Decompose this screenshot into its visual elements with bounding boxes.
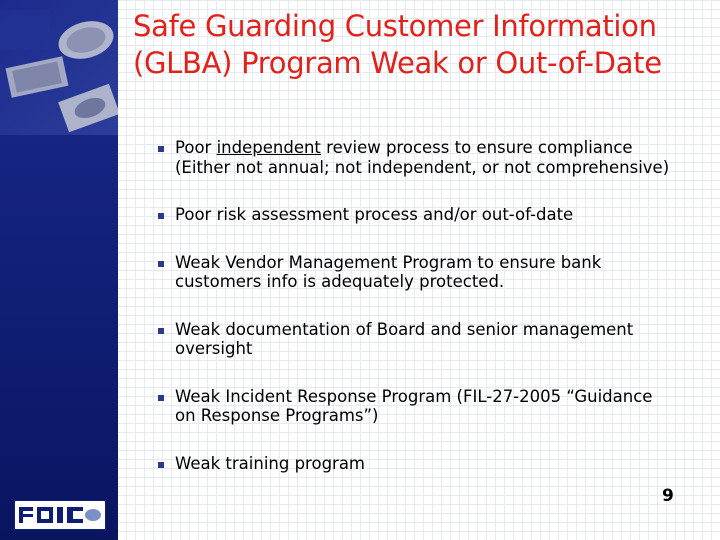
bullet-square-icon (158, 462, 164, 468)
bullet-square-icon (158, 395, 164, 401)
bullet-item: Poor independent review process to ensure compliance (Either not annual; not independent, or not comprehensive) (150, 138, 710, 177)
fdic-logo (14, 500, 106, 530)
page-number: 9 (662, 486, 674, 506)
bullet-item: Weak Vendor Management Program to ensure bank customers info is adequately protected. (150, 253, 710, 292)
bullet-list (150, 136, 710, 473)
bullet-line-2: (Either not annual; not independent, or not comprehensive) (175, 157, 670, 177)
bullet-line-2: oversight (175, 339, 253, 358)
bullet-square-icon (158, 213, 164, 219)
bullet-item: Weak Incident Response Program (FIL-27-2005 “Guidance on Response Programs”) (150, 387, 710, 426)
bullet-item: Weak training program (150, 454, 710, 474)
money-collage-image (0, 0, 118, 135)
underlined-word: independent (216, 138, 321, 157)
header-photo-collage (0, 0, 118, 135)
bullet-line-2: on Response Programs”) (175, 406, 379, 425)
bullet-item: Poor risk assessment process and/or out-of-date (150, 205, 710, 225)
bullet-square-icon (158, 328, 164, 334)
fdic-logo-icon (15, 501, 105, 529)
bullet-line-2: customers info is adequately protected. (175, 272, 505, 291)
bullet-square-icon (158, 146, 164, 152)
title-line-1: Safe Guarding Customer Information (133, 9, 657, 43)
slide-title (133, 8, 703, 82)
title-line-2: (GLBA) Program Weak or Out-of-Date (133, 46, 662, 80)
left-sidebar (0, 0, 118, 540)
bullet-item: Weak documentation of Board and senior management oversight (150, 320, 710, 359)
bullet-square-icon (158, 261, 164, 267)
